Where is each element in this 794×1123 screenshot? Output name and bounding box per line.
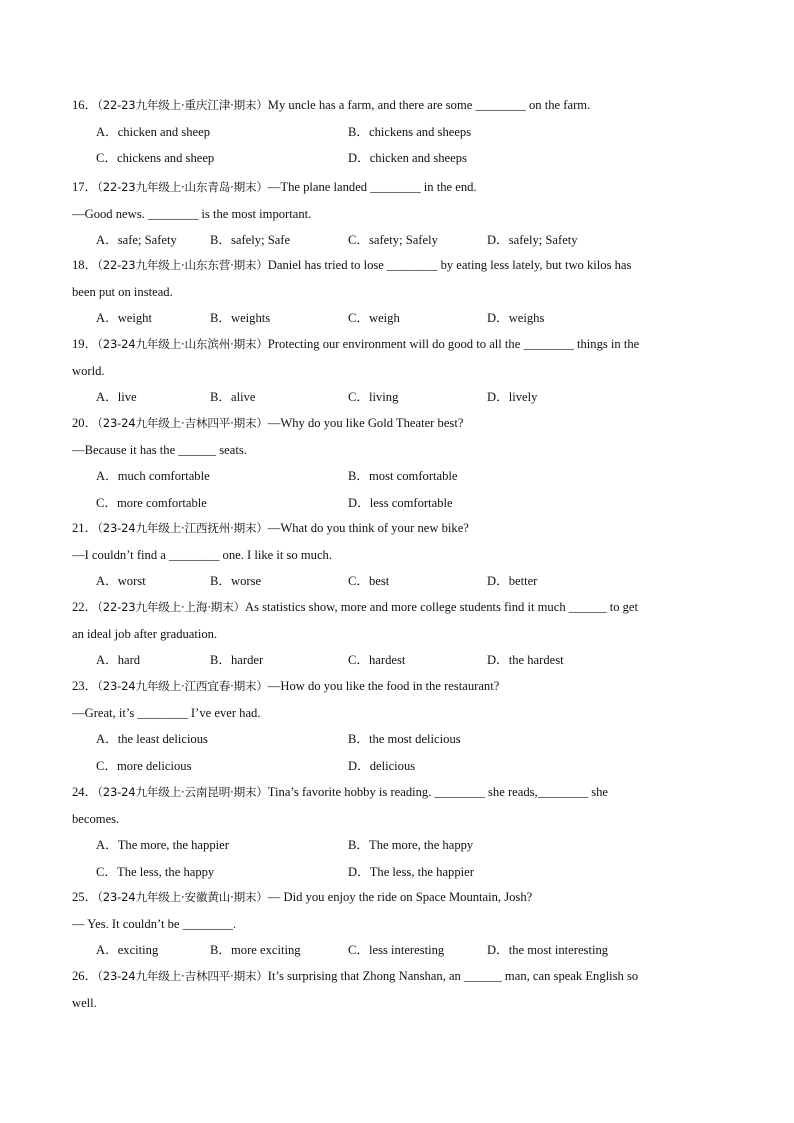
option-c[interactable]: C．weigh	[348, 311, 400, 325]
option-b[interactable]: B．safely; Safe	[210, 233, 291, 247]
options-row	[72, 647, 722, 674]
option-c[interactable]: C．safety; Safely	[348, 233, 438, 247]
option-b[interactable]: B．harder	[210, 653, 264, 667]
option-a[interactable]: A．worst	[96, 574, 146, 588]
stem-text: —Why do you like Gold Theater best?	[267, 416, 464, 430]
option-b[interactable]: B．most comfortable	[348, 469, 458, 483]
option-c[interactable]: C．best	[348, 574, 390, 588]
question-stem-line	[72, 515, 722, 542]
option-a[interactable]: A．safe; Safety	[96, 233, 177, 247]
question-21	[72, 515, 722, 595]
stem-text: —What do you think of your new bike?	[267, 521, 469, 535]
stem-text: —How do you like the food in the restaurant?	[267, 679, 500, 693]
options-row	[72, 145, 722, 172]
option-b[interactable]: B．worse	[210, 574, 262, 588]
question-22	[72, 594, 722, 674]
question-number: 21．	[72, 521, 98, 535]
option-c[interactable]: C．living	[348, 390, 399, 404]
option-c[interactable]: C．more comfortable	[96, 495, 207, 510]
stem-text: — Yes. It couldn’t be ________.	[72, 916, 237, 931]
option-a[interactable]: A．the least delicious	[96, 732, 208, 746]
options-row	[72, 859, 722, 886]
question-source: （23-24九年级上·云南昆明·期末）	[97, 785, 268, 799]
option-a[interactable]: A．The more, the happier	[96, 838, 229, 852]
options-row	[72, 119, 722, 146]
option-d[interactable]: D．chicken and sheeps	[348, 151, 467, 165]
question-source: （22-23九年级上·山东东营·期末）	[97, 258, 268, 272]
question-stem-line	[72, 410, 722, 437]
options-row	[72, 227, 722, 254]
question-stem-line	[72, 673, 722, 700]
option-d[interactable]: D．the hardest	[487, 653, 564, 667]
option-d[interactable]: D．lively	[487, 390, 538, 404]
question-number: 26．	[72, 969, 98, 983]
question-19	[72, 331, 722, 411]
options-row	[72, 753, 722, 780]
stem-text: world.	[72, 363, 105, 378]
question-number: 20．	[72, 416, 98, 430]
question-stem-line	[72, 963, 722, 990]
question-stem-line	[72, 92, 722, 119]
stem-text: —Great, it’s ________ I’ve ever had.	[72, 705, 261, 720]
stem-text: Daniel has tried to lose ________ by eating less lately, but two kilos has	[267, 258, 632, 272]
option-c[interactable]: C．less interesting	[348, 943, 445, 957]
options-row	[72, 832, 722, 859]
stem-text: My uncle has a farm, and there are some ________ on the farm.	[267, 98, 591, 112]
question-18	[72, 252, 722, 332]
question-source: （23-24九年级上·江西宜春·期末）	[97, 679, 268, 693]
stem-text: —Good news. ________ is the most important.	[72, 206, 312, 221]
option-c[interactable]: C．more delicious	[96, 758, 192, 773]
option-b[interactable]: B．weights	[210, 311, 271, 325]
question-number: 22．	[72, 600, 98, 614]
question-number: 17．	[72, 180, 98, 194]
question-source: （23-24九年级上·山东滨州·期末）	[97, 337, 268, 351]
question-stem-line	[72, 884, 722, 911]
option-c[interactable]: C．chickens and sheep	[96, 151, 215, 165]
question-stem-line	[72, 252, 722, 279]
option-b[interactable]: B．the most delicious	[348, 732, 461, 746]
option-c[interactable]: C．hardest	[348, 653, 406, 667]
option-a[interactable]: A．much comfortable	[96, 469, 210, 483]
stem-text: —I couldn’t find a ________ one. I like it so much.	[72, 547, 332, 562]
options-row	[72, 490, 722, 517]
question-number: 23．	[72, 679, 98, 693]
option-b[interactable]: B．alive	[210, 390, 256, 404]
stem-text: Tina’s favorite hobby is reading. ________ she reads,________ she	[267, 785, 609, 799]
options-row	[72, 568, 722, 595]
question-stem-line	[72, 331, 722, 358]
question-number: 24．	[72, 785, 98, 799]
option-c[interactable]: C．The less, the happy	[96, 864, 215, 879]
option-d[interactable]: D．The less, the happier	[348, 864, 474, 879]
question-source: （23-24九年级上·吉林四平·期末）	[97, 416, 268, 430]
question-stem-line	[72, 779, 722, 806]
option-d[interactable]: D．less comfortable	[348, 495, 453, 510]
question-number: 19．	[72, 337, 98, 351]
question-number: 25．	[72, 890, 98, 904]
stem-text: becomes.	[72, 811, 120, 826]
option-a[interactable]: A．hard	[96, 653, 141, 667]
stem-text: well.	[72, 995, 97, 1010]
question-number: 18．	[72, 258, 98, 272]
option-a[interactable]: A．live	[96, 390, 137, 404]
option-b[interactable]: B．chickens and sheeps	[348, 124, 472, 139]
option-a[interactable]: A．exciting	[96, 943, 159, 957]
option-d[interactable]: D．better	[487, 574, 538, 588]
option-a[interactable]: A．weight	[96, 311, 152, 325]
options-row	[72, 384, 722, 411]
stem-text: an ideal job after graduation.	[72, 626, 218, 641]
question-source: （22-23九年级上·山东青岛·期末）	[97, 180, 268, 194]
option-b[interactable]: B．more exciting	[210, 943, 301, 957]
option-d[interactable]: D．safely; Safety	[487, 233, 578, 247]
stem-text: —The plane landed ________ in the end.	[267, 180, 477, 194]
question-stem-line	[72, 594, 722, 621]
stem-text: been put on instead.	[72, 284, 173, 299]
question-source: （22-23九年级上·重庆江津·期末）	[97, 98, 268, 112]
option-d[interactable]: D．delicious	[348, 758, 416, 773]
stem-text: As statistics show, more and more college students find it much ______ to get	[245, 600, 639, 614]
question-16	[72, 92, 722, 172]
options-row	[72, 463, 722, 490]
option-d[interactable]: D．weighs	[487, 311, 545, 325]
question-24	[72, 779, 722, 885]
question-source: （23-24九年级上·安徽黄山·期末）	[97, 890, 268, 904]
options-row	[72, 305, 722, 332]
options-row	[72, 726, 722, 753]
question-25	[72, 884, 722, 964]
option-a[interactable]: A．chicken and sheep	[96, 124, 211, 139]
question-26	[72, 963, 722, 1016]
question-17	[72, 174, 722, 254]
options-row	[72, 937, 722, 964]
question-source: （23-24九年级上·江西抚州·期末）	[97, 521, 268, 535]
question-number: 16．	[72, 98, 98, 112]
option-d[interactable]: D．the most interesting	[487, 943, 609, 957]
question-stem-line	[72, 174, 722, 201]
question-20	[72, 410, 722, 516]
stem-text: It’s surprising that Zhong Nanshan, an ______ man, can speak English so	[267, 969, 639, 983]
stem-text: — Did you enjoy the ride on Space Mountain, Josh?	[267, 890, 533, 904]
stem-text: —Because it has the ______ seats.	[72, 442, 247, 457]
question-source: （22-23九年级上·上海·期末）	[97, 600, 245, 614]
stem-text: Protecting our environment will do good to all the ________ things in the	[267, 337, 640, 351]
question-23	[72, 673, 722, 779]
option-b[interactable]: B．The more, the happy	[348, 838, 474, 852]
question-source: （23-24九年级上·吉林四平·期末）	[97, 969, 268, 983]
